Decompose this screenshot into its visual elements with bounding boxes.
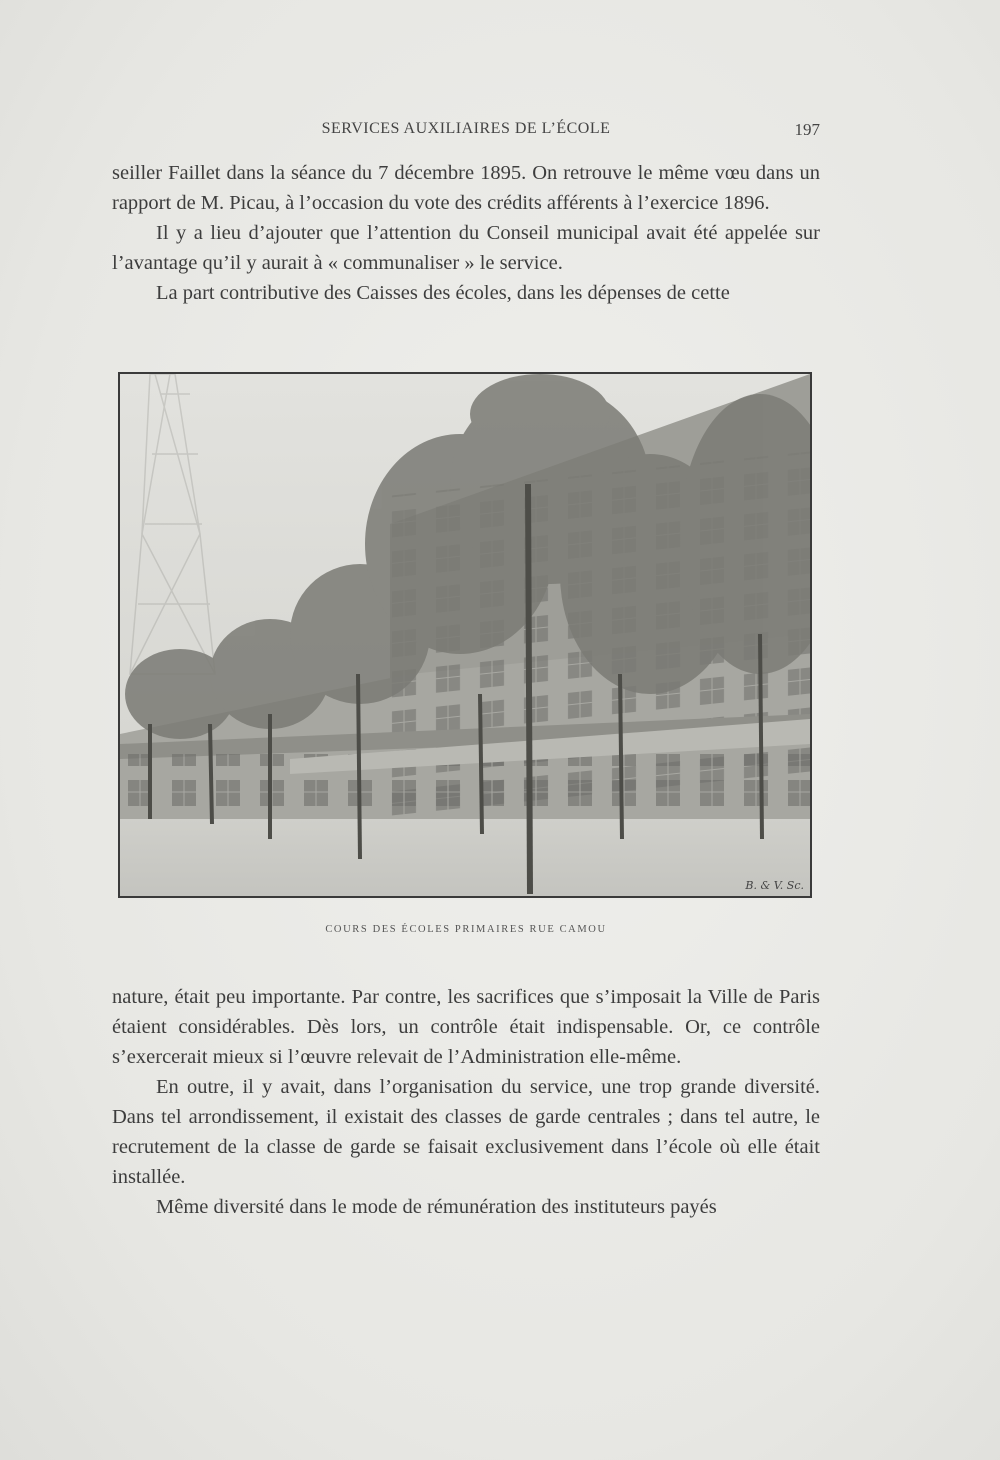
photograph-figure (118, 372, 812, 898)
paragraph: Il y a lieu d’ajouter que l’attention du Conseil municipal avait été appelée sur l’avantage qu’il y aurait à « communaliser » le service. (112, 222, 820, 274)
running-title: SERVICES AUXILIAIRES DE L’ÉCOLE (321, 120, 611, 137)
engraver-mark: B. & V. Sc. (745, 879, 804, 892)
courtyard-photograph (120, 374, 810, 896)
running-head (112, 118, 820, 142)
paragraph: En outre, il y avait, dans l’organisation du service, une trop grande diversité. Dans tel arrondissement, il existait des classes de garde centrales ; dans tel autre, le recrutement de la classe de garde se faisait exclusivement dans l’école où elle était installée. (112, 1076, 820, 1188)
text-block-bottom (112, 982, 820, 1222)
paragraph: Même diversité dans le mode de rémunération des instituteurs payés (156, 1196, 717, 1218)
page-number: 197 (794, 120, 820, 139)
paragraph: nature, était peu importante. Par contre, les sacrifices que s’imposait la Ville de Paris étaient considérables. Dès lors, un contrôle était indispensable. Or, ce contrôle s’exercerait mieux si l’œuvre relevait de l’Administration elle-même. (112, 986, 820, 1068)
figure-caption: COURS DES ÉCOLES PRIMAIRES RUE CAMOU (325, 924, 607, 935)
paragraph: La part contributive des Caisses des écoles, dans les dépenses de cette (156, 282, 730, 304)
paragraph: seiller Faillet dans la séance du 7 décembre 1895. On retrouve le même vœu dans un rapport de M. Picau, à l’occasion du vote des crédits afférents à l’exercice 1896. (112, 162, 820, 214)
text-block-top (112, 158, 820, 308)
